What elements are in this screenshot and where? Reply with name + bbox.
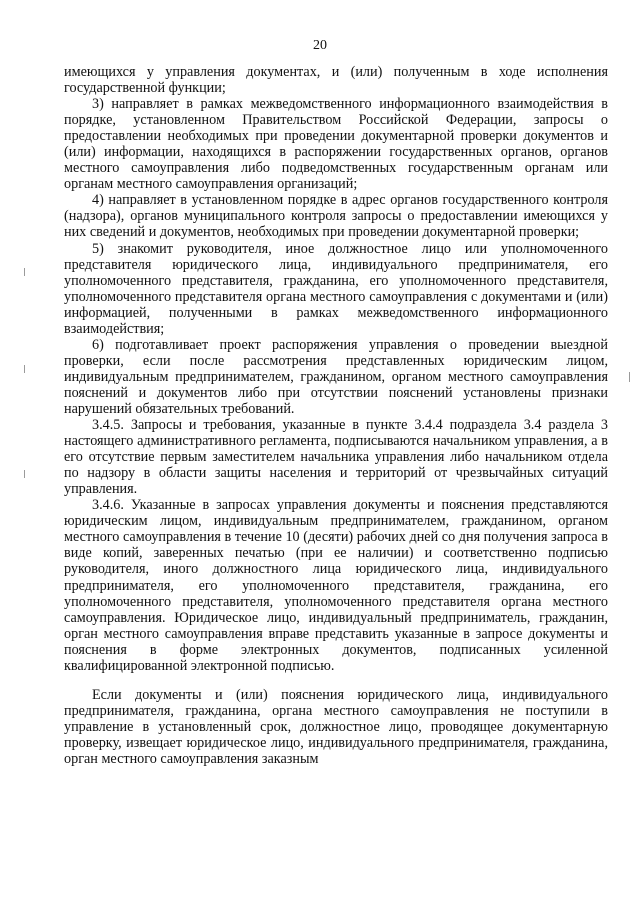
paragraph-item-4: 4) направляет в установленном порядке в адрес органов государственного контроля (надзора), органов муниципального контроля запросы о предоставлении имеющихся у них сведений и документов, необходимых при проведении документарной проверки;: [64, 192, 608, 241]
page-number: 20: [313, 38, 327, 53]
scan-margin-mark: [24, 268, 25, 276]
paragraph-item-3: 3) направляет в рамках межведомственного информационного взаимодействия в порядке, установленном Правительством Российской Федерации, запросы о предоставлении необходимых при проведении документарной проверки документов и (или) информации, находящихся в распоряжении государственных органов, органов местного самоуправления либо подведомственных государственным органам или органам местного самоуправления организаций;: [64, 96, 608, 193]
document-body: [64, 64, 608, 767]
scan-margin-mark: [24, 365, 25, 373]
paragraph-if-documents: Если документы и (или) пояснения юридического лица, индивидуального предпринимателя, гражданина, органа местного самоуправления не поступили в управление в установленный срок, должностное лицо, проводящее документарную проверку, извещает юридическое лицо, индивидуального предпринимателя, гражданина, орган местного самоуправления заказным: [64, 686, 608, 767]
paragraph-item-6: 6) подготавливает проект распоряжения управления о проведении выездной проверки, если после рассмотрения представленных юридическим лицом, индивидуальным предпринимателем, гражданином, органом местного самоуправления пояснений и документов либо при отсутствии пояснений установлены признаки нарушений обязательных требований.: [64, 336, 608, 417]
scan-margin-mark: [24, 470, 25, 478]
paragraph-item-5: 5) знакомит руководителя, иное должностное лицо или уполномоченного представителя юридического лица, индивидуального предпринимателя, его уполномоченного представителя, гражданина, его уполномоченного представителя, уполномоченного представителя органа местного самоуправления с документами и (или) информацией, полученными в рамках межведомственного информационного взаимодействия;: [64, 240, 608, 337]
paragraph-continuation: имеющихся у управления документах, и (или) полученным в ходе исполнения государственной функции;: [64, 64, 608, 97]
scan-margin-mark: [629, 372, 630, 382]
paragraph-3-4-5: 3.4.5. Запросы и требования, указанные в пункте 3.4.4 подраздела 3.4 раздела 3 настоящего административного регламента, подписываются начальником управления, а в его отсутствие первым заместителем начальника управления либо начальником отдела по надзору в области защиты населения и территорий от чрезвычайных ситуаций управления.: [64, 417, 608, 498]
paragraph-3-4-6: 3.4.6. Указанные в запросах управления документы и пояснения представляются юридическим лицом, индивидуальным предпринимателем, гражданином, органом местного самоуправления в течение 10 (десяти) рабочих дней со дня получения запроса в виде копий, заверенных печатью (при ее наличии) и соответственно подписью руководителя, иного должностного лица юридического лица, индивидуального предпринимателя, его уполномоченного представителя, гражданина, его уполномоченного представителя, уполномоченного представителя органа местного самоуправления. Юридическое лицо, индивидуальный предприниматель, гражданин, орган местного самоуправления вправе представить указанные в запросе документы и пояснения в форме электронных документов, подписанных усиленной квалифицированной электронной подписью.: [64, 497, 608, 674]
